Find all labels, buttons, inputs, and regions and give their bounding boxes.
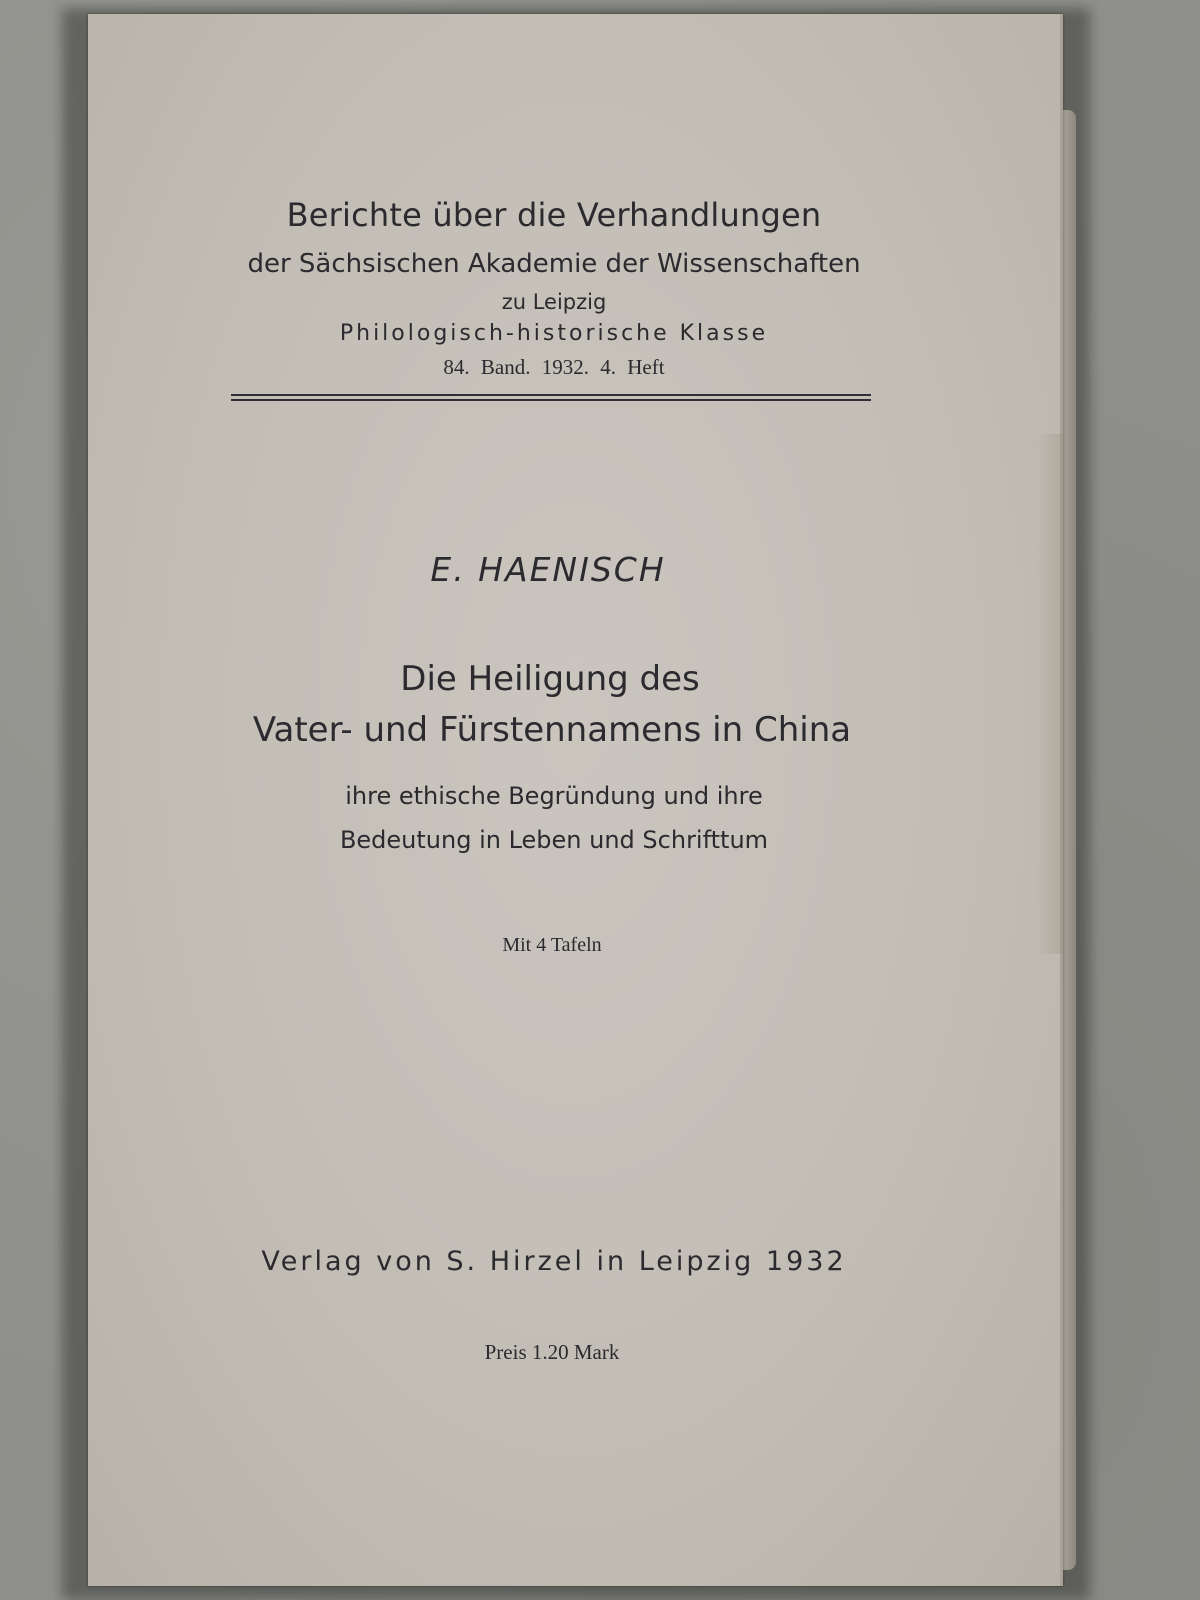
book-title-line-2: Vater- und Fürstennamens in China — [252, 710, 852, 750]
plates-note: Mit 4 Tafeln — [502, 934, 602, 956]
publisher-imprint: Verlag von S. Hirzel in Leipzig 1932 — [261, 1246, 847, 1277]
book-title-line-1: Die Heiligung des — [400, 659, 700, 699]
series-place: zu Leipzig — [501, 290, 607, 314]
series-class: Philologisch-historische Klasse — [339, 321, 769, 346]
series-volume: 84. Band. 1932. 4. Heft — [443, 355, 665, 379]
book-subtitle-line-2: Bedeutung in Leben und Schrifttum — [339, 826, 769, 854]
paper-stain — [1037, 434, 1063, 954]
series-title: Berichte über die Verhandlungen — [286, 196, 822, 234]
book-cover — [88, 14, 1063, 1586]
book-subtitle-line-1: ihre ethische Begründung und ihre — [345, 782, 763, 810]
author-name: E. HAENISCH — [430, 550, 666, 589]
price-label: Preis 1.20 Mark — [484, 1340, 620, 1364]
double-rule-divider — [231, 394, 871, 401]
series-academy: der Sächsischen Akademie der Wissenschaften — [247, 249, 861, 279]
